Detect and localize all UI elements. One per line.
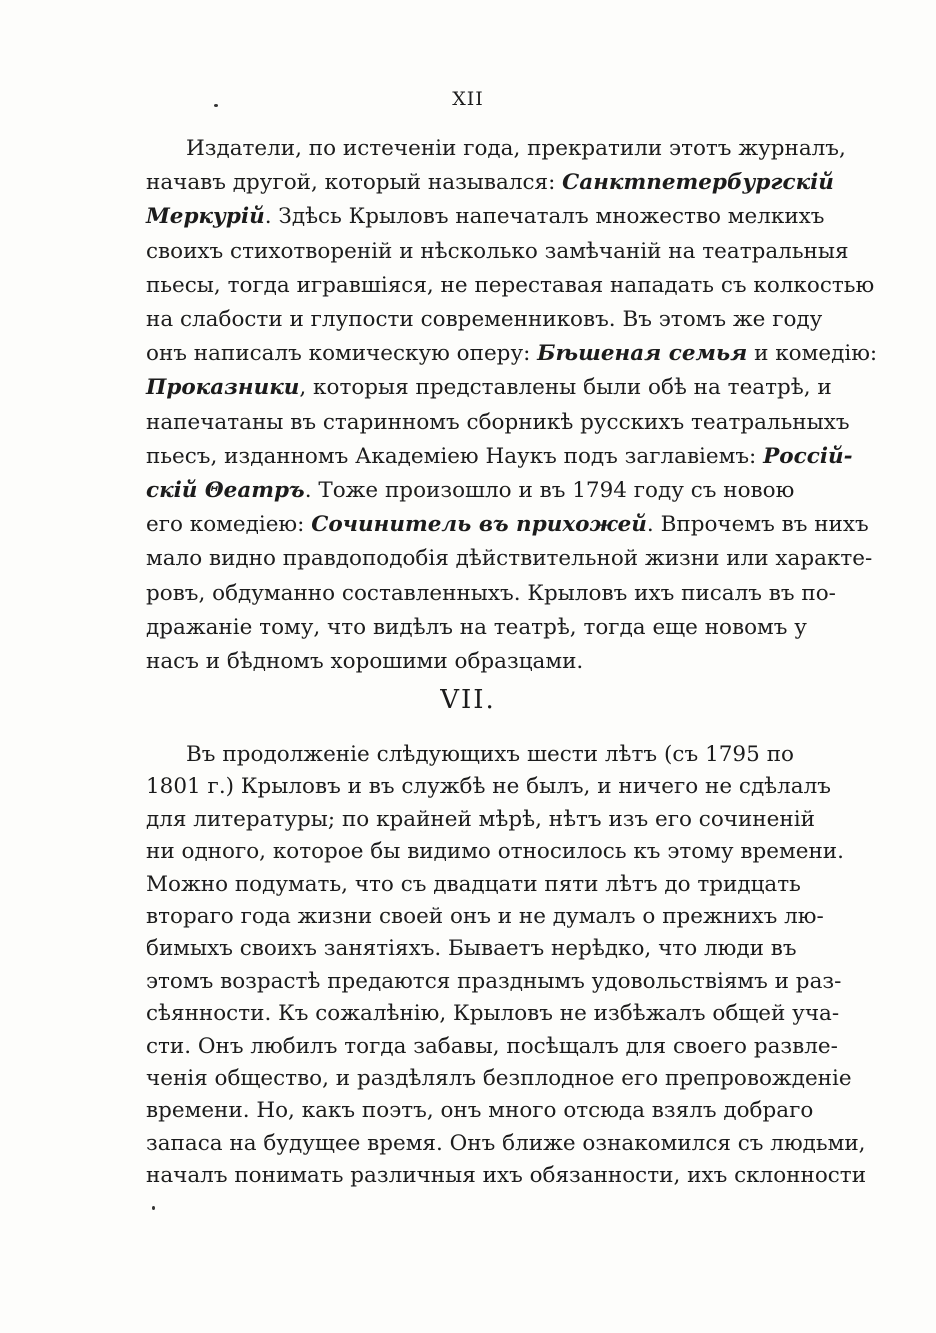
text-segment: ченія общество, и раздѣлялъ безплодное его препровожденіе <box>146 1066 852 1091</box>
text-segment: пьесы, тогда игравшіяся, не переставая нападать съ колкостью <box>146 272 875 298</box>
text-segment: насъ и бѣдномъ хорошими образцами. <box>146 649 584 674</box>
text-line <box>146 772 831 802</box>
text-line <box>146 579 836 609</box>
italic-title: Бѣшеная семья <box>537 341 748 367</box>
text-segment: дражаніе тому, что видѣлъ на театрѣ, тогда еще новомъ у <box>146 614 807 640</box>
text-line <box>146 442 853 472</box>
text-line <box>146 902 824 932</box>
text-line <box>186 134 846 164</box>
text-segment: . Впрочемъ въ нихъ <box>646 512 869 538</box>
italic-title: Сочинитель въ прихожей <box>311 512 647 538</box>
text-line <box>146 305 823 335</box>
text-segment: . Здѣсь Крыловъ напечаталъ множество мелкихъ <box>264 204 825 230</box>
text-line <box>146 271 875 301</box>
text-line <box>146 202 825 232</box>
text-line <box>146 1129 866 1159</box>
text-segment: Издатели, по истеченіи года, прекратили этотъ журналъ, <box>186 136 846 161</box>
text-line <box>146 476 794 506</box>
text-segment: этомъ возрастѣ предаются празднымъ удовольствіямъ и раз- <box>146 968 842 994</box>
text-line <box>146 544 873 574</box>
text-segment: 1801 г.) Крыловъ и въ службѣ не былъ, и ничего не сдѣлалъ <box>146 774 831 800</box>
text-segment: Можно подумать, что съ двадцати пяти лѣтъ до тридцать <box>146 871 801 897</box>
italic-title: скій Θеатръ <box>146 478 305 503</box>
text-segment: ни одного, которое бы видимо относилось къ этому времени. <box>146 839 844 865</box>
text-segment: сѣянности. Къ сожалѣнію, Крыловъ не избѣжалъ общей уча- <box>146 1001 840 1027</box>
text-line <box>186 740 794 770</box>
text-line <box>146 934 797 964</box>
text-line <box>146 999 840 1029</box>
text-line <box>146 647 794 677</box>
text-segment: и комедію: <box>747 341 878 367</box>
text-segment: сти. Онъ любилъ тогда забавы, посѣщалъ для своего развле- <box>146 1033 838 1059</box>
text-line <box>146 1064 852 1094</box>
text-segment: мало видно правдоподобія дѣйствительной жизни или характе- <box>146 546 873 572</box>
italic-title: Санктпетербургскій <box>562 170 834 196</box>
text-segment: времени. Но, какъ поэтъ, онъ много отсюда взялъ добраго <box>146 1098 814 1124</box>
text-segment: втораго года жизни своей онъ и не думалъ о прежнихъ лю- <box>146 904 824 929</box>
page-number: XII <box>452 88 484 110</box>
text-segment: на слабости и глупости современниковъ. Въ этомъ же году <box>146 307 823 332</box>
text-line <box>146 613 807 643</box>
text-segment: бимыхъ своихъ занятіяхъ. Бываетъ нерѣдко, что люди въ <box>146 936 797 962</box>
text-line <box>146 1096 814 1126</box>
italic-title: Проказники <box>146 375 300 401</box>
text-segment: напечатаны въ старинномъ сборникѣ русскихъ театральныхъ <box>146 409 850 435</box>
text-line <box>146 870 801 900</box>
text-line <box>146 967 842 997</box>
text-line <box>146 237 849 267</box>
text-line <box>146 339 878 369</box>
text-line <box>146 1161 867 1191</box>
text-line <box>146 837 844 867</box>
text-segment: , которыя представлены были обѣ на театрѣ, и <box>299 375 832 401</box>
text-line <box>146 168 834 198</box>
text-segment: запаса на будущее время. Онъ ближе ознакомился съ людьми, <box>146 1130 866 1156</box>
text-segment: началъ понимать различныя ихъ обязанности, ихъ склонности <box>146 1163 867 1189</box>
ink-speck <box>152 1206 155 1210</box>
text-line <box>146 805 815 835</box>
text-segment: Въ продолженіе слѣдующихъ шести лѣтъ (съ 1795 по <box>186 742 794 767</box>
italic-title: Меркурій <box>146 204 265 230</box>
text-line <box>146 408 850 438</box>
text-line <box>146 510 869 540</box>
text-segment: его комедіею: <box>146 512 312 538</box>
text-segment: . Тоже произошло и въ 1794 году съ новою <box>304 478 795 503</box>
text-segment: начавъ другой, который назывался: <box>146 170 563 196</box>
text-segment: для литературы; по крайней мѣрѣ, нѣтъ изъ его сочиненій <box>146 806 815 832</box>
text-segment: пьесъ, изданномъ Академіею Наукъ подъ заглавіемъ: <box>146 443 764 469</box>
italic-title: Россій- <box>763 443 853 469</box>
text-line <box>146 1032 838 1062</box>
text-segment: ровъ, обдуманно составленныхъ. Крыловъ ихъ писалъ въ по- <box>146 580 836 606</box>
section-heading: VII. <box>440 685 496 715</box>
text-segment: онъ написалъ комическую оперу: <box>146 341 538 367</box>
text-line <box>146 373 832 403</box>
text-segment: своихъ стихотвореній и нѣсколько замѣчаній на театральныя <box>146 238 849 264</box>
